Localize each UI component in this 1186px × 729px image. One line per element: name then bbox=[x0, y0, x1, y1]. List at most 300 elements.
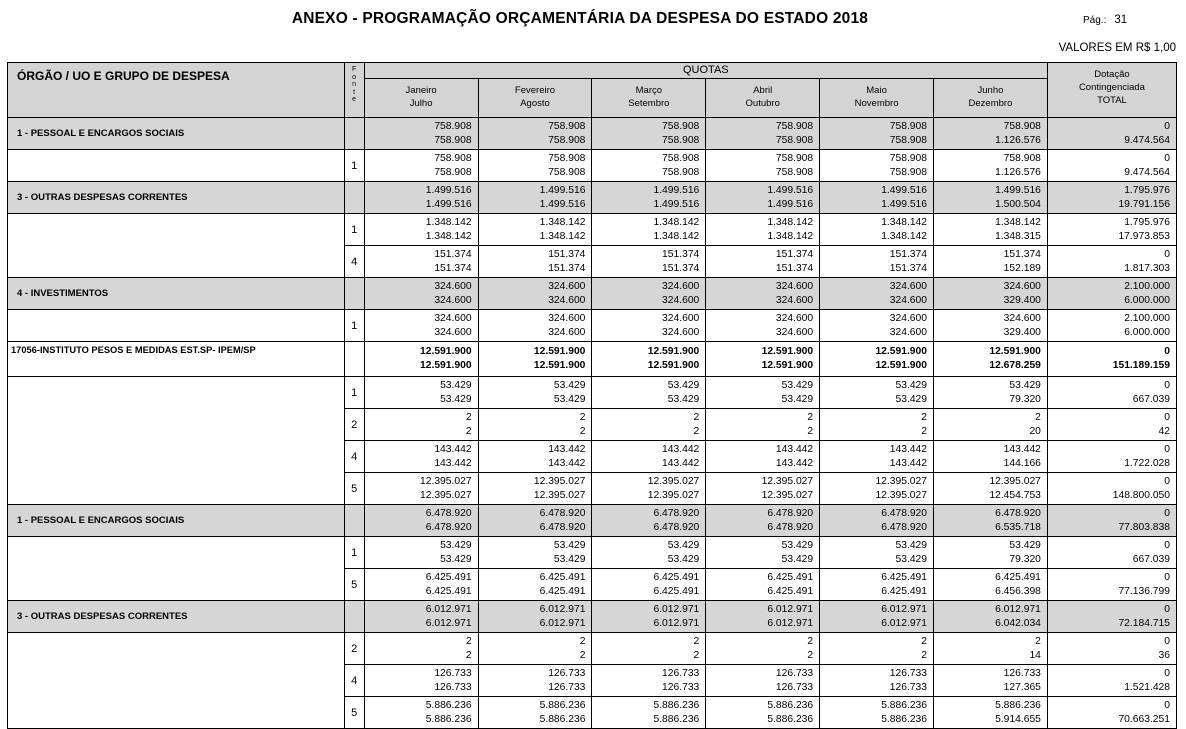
value-top: 2.100.000 bbox=[1124, 280, 1170, 292]
value-top: 758.908 bbox=[662, 120, 700, 132]
value-bottom: 70.663.251 bbox=[1118, 713, 1170, 725]
value-bottom: 19.791.156 bbox=[1118, 198, 1170, 210]
value-bottom: 6.478.920 bbox=[539, 521, 586, 533]
quota-cell bbox=[934, 569, 1048, 601]
quota-cell bbox=[820, 697, 934, 729]
row-label bbox=[8, 246, 345, 278]
quota-cell bbox=[364, 665, 478, 697]
value-top: 758.908 bbox=[889, 120, 927, 132]
value-bottom: 53.429 bbox=[781, 553, 814, 565]
quota-cell bbox=[706, 342, 820, 377]
budget-table bbox=[7, 62, 1177, 729]
month-header: Maio Novembro bbox=[820, 79, 934, 118]
month-header: Março Setembro bbox=[592, 79, 706, 118]
value-top: 1.348.142 bbox=[539, 216, 586, 228]
value-top: 758.908 bbox=[1003, 120, 1041, 132]
quota-cell bbox=[364, 569, 478, 601]
quota-cell bbox=[706, 473, 820, 505]
value-top: 0 bbox=[1164, 539, 1170, 551]
value-top: 5.886.236 bbox=[995, 699, 1041, 711]
value-bottom: 12.591.900 bbox=[533, 360, 586, 371]
quota-cell bbox=[706, 537, 820, 569]
table-row bbox=[8, 310, 1177, 342]
value-top: 12.395.027 bbox=[647, 475, 700, 487]
value-bottom: 144.166 bbox=[1003, 457, 1041, 469]
table-row bbox=[8, 278, 1177, 310]
dotacao-cell bbox=[1047, 441, 1176, 473]
fonte-cell: 5 bbox=[344, 697, 364, 729]
fonte-header: F o n t e bbox=[344, 63, 364, 118]
value-top: 6.478.920 bbox=[767, 507, 814, 519]
row-label: 17056-INSTITUTO PESOS E MEDIDAS EST.SP- IPEM/SP bbox=[8, 342, 345, 377]
value-bottom: 12.395.027 bbox=[533, 489, 586, 501]
value-top: 151.374 bbox=[548, 248, 586, 260]
value-bottom: 12.591.900 bbox=[420, 360, 472, 371]
value-top: 126.733 bbox=[775, 667, 814, 679]
value-bottom: 12.591.900 bbox=[647, 360, 700, 371]
value-bottom: 1.817.303 bbox=[1124, 262, 1170, 274]
value-top: 53.429 bbox=[895, 539, 927, 551]
table-row bbox=[8, 409, 1177, 441]
quota-cell bbox=[592, 182, 706, 214]
quota-cell bbox=[364, 342, 478, 377]
value-top: 2 bbox=[465, 635, 472, 647]
value-bottom: 6.425.491 bbox=[425, 585, 472, 597]
value-top: 758.908 bbox=[889, 152, 927, 164]
fonte-cell: 5 bbox=[344, 473, 364, 505]
quota-cell bbox=[706, 569, 820, 601]
value-bottom: 53.429 bbox=[667, 393, 700, 405]
value-top: 53.429 bbox=[781, 539, 814, 551]
value-bottom: 12.395.027 bbox=[420, 489, 472, 501]
dotacao-cell bbox=[1047, 278, 1176, 310]
value-bottom: 127.365 bbox=[1003, 681, 1041, 693]
quota-cell bbox=[820, 377, 934, 409]
value-top: 6.478.920 bbox=[653, 507, 700, 519]
month-header: Abril Outubro bbox=[706, 79, 820, 118]
quota-cell bbox=[706, 505, 820, 537]
value-top: 126.733 bbox=[662, 667, 700, 679]
value-top: 143.442 bbox=[548, 443, 586, 455]
row-label bbox=[8, 441, 345, 473]
value-top: 0 bbox=[1164, 635, 1170, 647]
page-title: ANEXO - PROGRAMAÇÃO ORÇAMENTÁRIA DA DESPESA DO ESTADO 2018 bbox=[291, 10, 869, 27]
value-top: 126.733 bbox=[1003, 667, 1041, 679]
value-top: 2 bbox=[921, 635, 927, 647]
value-top: 151.374 bbox=[1003, 248, 1041, 260]
value-top: 758.908 bbox=[434, 120, 472, 132]
value-bottom: 6.456.398 bbox=[995, 585, 1041, 597]
value-bottom: 2 bbox=[921, 649, 927, 661]
value-bottom: 12.395.027 bbox=[647, 489, 700, 501]
value-bottom: 148.800.050 bbox=[1112, 489, 1170, 501]
page-indicator bbox=[1083, 14, 1127, 26]
fonte-cell bbox=[344, 278, 364, 310]
value-bottom: 2 bbox=[807, 425, 814, 437]
quota-cell bbox=[364, 537, 478, 569]
currency-note: VALORES EM R$ 1,00 bbox=[1058, 42, 1176, 54]
value-bottom: 1.348.142 bbox=[653, 230, 700, 242]
quotas-header: QUOTAS bbox=[364, 63, 1047, 79]
value-bottom: 2 bbox=[807, 649, 814, 661]
value-bottom: 151.189.159 bbox=[1112, 360, 1170, 371]
value-bottom: 126.733 bbox=[889, 681, 927, 693]
quota-cell bbox=[478, 569, 592, 601]
value-bottom: 324.600 bbox=[775, 326, 814, 338]
table-row bbox=[8, 633, 1177, 665]
row-label bbox=[8, 409, 345, 441]
row-label: 3 - OUTRAS DESPESAS CORRENTES bbox=[8, 601, 345, 633]
value-top: 0 bbox=[1164, 571, 1170, 583]
value-bottom: 6.478.920 bbox=[653, 521, 700, 533]
quota-cell bbox=[592, 633, 706, 665]
value-bottom: 12.591.900 bbox=[761, 360, 814, 371]
value-bottom: 126.733 bbox=[662, 681, 700, 693]
value-top: 758.908 bbox=[548, 152, 586, 164]
value-bottom: 5.886.236 bbox=[539, 713, 586, 725]
value-bottom: 324.600 bbox=[889, 294, 927, 306]
value-top: 324.600 bbox=[662, 312, 700, 324]
value-top: 6.012.971 bbox=[539, 603, 586, 615]
value-bottom: 143.442 bbox=[434, 457, 472, 469]
quota-cell bbox=[706, 601, 820, 633]
value-top: 53.429 bbox=[781, 379, 814, 391]
value-top: 12.591.900 bbox=[989, 346, 1041, 357]
value-top: 12.395.027 bbox=[533, 475, 586, 487]
quota-cell bbox=[934, 342, 1048, 377]
value-top: 5.886.236 bbox=[881, 699, 927, 711]
quota-cell bbox=[478, 246, 592, 278]
row-label bbox=[8, 633, 345, 665]
value-bottom: 758.908 bbox=[889, 134, 927, 146]
quota-cell bbox=[820, 537, 934, 569]
value-bottom: 2 bbox=[921, 425, 927, 437]
value-top: 324.600 bbox=[662, 280, 700, 292]
dotacao-cell bbox=[1047, 182, 1176, 214]
quota-cell bbox=[592, 441, 706, 473]
quota-cell bbox=[592, 278, 706, 310]
row-label bbox=[8, 697, 345, 729]
dotacao-cell bbox=[1047, 246, 1176, 278]
value-bottom: 667.039 bbox=[1132, 553, 1170, 565]
table-row bbox=[8, 537, 1177, 569]
value-bottom: 14 bbox=[1029, 649, 1041, 661]
quota-cell bbox=[820, 601, 934, 633]
value-bottom: 329.400 bbox=[1003, 326, 1041, 338]
quota-cell bbox=[820, 278, 934, 310]
dotacao-cell bbox=[1047, 537, 1176, 569]
value-top: 758.908 bbox=[775, 120, 814, 132]
value-top: 2 bbox=[579, 411, 586, 423]
quota-cell bbox=[934, 182, 1048, 214]
quota-cell bbox=[592, 150, 706, 182]
value-bottom: 5.886.236 bbox=[653, 713, 700, 725]
quota-cell bbox=[364, 505, 478, 537]
value-bottom: 758.908 bbox=[548, 166, 586, 178]
value-top: 6.012.971 bbox=[653, 603, 700, 615]
value-top: 5.886.236 bbox=[767, 699, 814, 711]
quota-cell bbox=[364, 601, 478, 633]
value-bottom: 6.478.920 bbox=[767, 521, 814, 533]
value-top: 2 bbox=[579, 635, 586, 647]
value-bottom: 758.908 bbox=[434, 134, 472, 146]
value-top: 12.395.027 bbox=[875, 475, 927, 487]
quota-cell bbox=[706, 697, 820, 729]
value-top: 53.429 bbox=[895, 379, 927, 391]
row-label bbox=[8, 214, 345, 246]
value-top: 0 bbox=[1164, 475, 1170, 487]
value-top: 126.733 bbox=[889, 667, 927, 679]
quota-cell bbox=[592, 377, 706, 409]
fonte-cell: 1 bbox=[344, 377, 364, 409]
value-top: 6.478.920 bbox=[995, 507, 1041, 519]
quota-cell bbox=[364, 409, 478, 441]
quota-cell bbox=[934, 601, 1048, 633]
value-top: 1.499.516 bbox=[767, 184, 814, 196]
value-bottom: 53.429 bbox=[895, 553, 927, 565]
value-bottom: 758.908 bbox=[434, 166, 472, 178]
quota-cell bbox=[706, 377, 820, 409]
dotacao-cell bbox=[1047, 697, 1176, 729]
value-bottom: 36 bbox=[1158, 649, 1170, 661]
value-top: 12.591.900 bbox=[647, 346, 700, 357]
value-top: 12.591.900 bbox=[875, 346, 927, 357]
row-label bbox=[8, 377, 345, 409]
value-top: 1.348.142 bbox=[881, 216, 927, 228]
value-bottom: 53.429 bbox=[667, 553, 700, 565]
value-bottom: 79.320 bbox=[1009, 393, 1041, 405]
value-top: 53.429 bbox=[1009, 379, 1041, 391]
value-top: 151.374 bbox=[775, 248, 814, 260]
table-row bbox=[8, 569, 1177, 601]
value-top: 6.012.971 bbox=[995, 603, 1041, 615]
month-header: Junho Dezembro bbox=[934, 79, 1048, 118]
quota-cell bbox=[820, 182, 934, 214]
value-bottom: 758.908 bbox=[662, 134, 700, 146]
table-row bbox=[8, 473, 1177, 505]
value-bottom: 2 bbox=[579, 425, 586, 437]
quota-cell bbox=[364, 214, 478, 246]
value-bottom: 151.374 bbox=[548, 262, 586, 274]
quota-cell bbox=[706, 150, 820, 182]
value-top: 12.395.027 bbox=[761, 475, 814, 487]
value-top: 12.395.027 bbox=[420, 475, 472, 487]
table-row bbox=[8, 182, 1177, 214]
value-bottom: 1.348.142 bbox=[767, 230, 814, 242]
value-bottom: 79.320 bbox=[1009, 553, 1041, 565]
value-top: 0 bbox=[1164, 411, 1170, 423]
quota-cell bbox=[478, 278, 592, 310]
quota-cell bbox=[706, 214, 820, 246]
table-row bbox=[8, 601, 1177, 633]
fonte-cell: 4 bbox=[344, 665, 364, 697]
quota-cell bbox=[478, 150, 592, 182]
quota-cell bbox=[934, 118, 1048, 150]
value-bottom: 6.012.971 bbox=[767, 617, 814, 629]
value-bottom: 324.600 bbox=[434, 294, 472, 306]
value-bottom: 53.429 bbox=[553, 553, 586, 565]
value-top: 324.600 bbox=[434, 280, 472, 292]
value-top: 53.429 bbox=[1009, 539, 1041, 551]
quota-cell bbox=[820, 569, 934, 601]
value-bottom: 143.442 bbox=[775, 457, 814, 469]
row-label bbox=[8, 665, 345, 697]
quota-cell bbox=[592, 505, 706, 537]
value-top: 1.499.516 bbox=[539, 184, 586, 196]
value-top: 758.908 bbox=[434, 152, 472, 164]
value-bottom: 143.442 bbox=[889, 457, 927, 469]
quota-cell bbox=[820, 505, 934, 537]
value-top: 5.886.236 bbox=[539, 699, 586, 711]
row-label bbox=[8, 537, 345, 569]
fonte-cell bbox=[344, 342, 364, 377]
page-number: 31 bbox=[1114, 14, 1128, 26]
row-label bbox=[8, 569, 345, 601]
value-top: 0 bbox=[1164, 152, 1170, 164]
table-row bbox=[8, 505, 1177, 537]
quota-cell bbox=[478, 409, 592, 441]
value-bottom: 143.442 bbox=[548, 457, 586, 469]
value-top: 2 bbox=[1035, 635, 1041, 647]
value-bottom: 72.184.715 bbox=[1118, 617, 1170, 629]
value-top: 12.591.900 bbox=[533, 346, 586, 357]
value-top: 0 bbox=[1164, 379, 1170, 391]
table-row bbox=[8, 150, 1177, 182]
value-top: 143.442 bbox=[434, 443, 472, 455]
quota-cell bbox=[934, 537, 1048, 569]
quota-cell bbox=[478, 342, 592, 377]
dotacao-cell bbox=[1047, 505, 1176, 537]
value-bottom: 151.374 bbox=[889, 262, 927, 274]
value-top: 5.886.236 bbox=[425, 699, 472, 711]
fonte-cell: 1 bbox=[344, 150, 364, 182]
value-top: 2 bbox=[693, 411, 700, 423]
value-top: 758.908 bbox=[775, 152, 814, 164]
quota-cell bbox=[820, 633, 934, 665]
quota-cell bbox=[934, 409, 1048, 441]
value-top: 324.600 bbox=[889, 280, 927, 292]
table-row bbox=[8, 214, 1177, 246]
value-bottom: 1.500.504 bbox=[995, 198, 1041, 210]
quota-cell bbox=[592, 569, 706, 601]
quota-cell bbox=[364, 310, 478, 342]
value-top: 143.442 bbox=[1003, 443, 1041, 455]
dotacao-cell bbox=[1047, 214, 1176, 246]
value-top: 151.374 bbox=[434, 248, 472, 260]
quota-cell bbox=[934, 214, 1048, 246]
value-top: 0 bbox=[1164, 248, 1170, 260]
value-top: 151.374 bbox=[662, 248, 700, 260]
fonte-cell: 2 bbox=[344, 409, 364, 441]
value-bottom: 6.042.034 bbox=[995, 617, 1041, 629]
value-bottom: 6.425.491 bbox=[881, 585, 927, 597]
value-bottom: 151.374 bbox=[775, 262, 814, 274]
quota-cell bbox=[820, 214, 934, 246]
value-bottom: 1.499.516 bbox=[539, 198, 586, 210]
value-bottom: 324.600 bbox=[662, 326, 700, 338]
value-top: 143.442 bbox=[662, 443, 700, 455]
value-top: 2.100.000 bbox=[1124, 312, 1170, 324]
value-bottom: 77.803.838 bbox=[1118, 521, 1170, 533]
quota-cell bbox=[592, 665, 706, 697]
quota-cell bbox=[592, 342, 706, 377]
value-bottom: 1.499.516 bbox=[881, 198, 927, 210]
quota-cell bbox=[706, 633, 820, 665]
fonte-cell bbox=[344, 118, 364, 150]
value-bottom: 6.012.971 bbox=[653, 617, 700, 629]
dotacao-cell bbox=[1047, 601, 1176, 633]
quota-cell bbox=[820, 473, 934, 505]
value-top: 151.374 bbox=[889, 248, 927, 260]
value-bottom: 324.600 bbox=[548, 326, 586, 338]
quota-cell bbox=[478, 441, 592, 473]
quota-cell bbox=[478, 182, 592, 214]
value-top: 53.429 bbox=[553, 539, 586, 551]
value-top: 2 bbox=[807, 411, 814, 423]
value-top: 6.478.920 bbox=[881, 507, 927, 519]
value-bottom: 6.012.971 bbox=[539, 617, 586, 629]
value-bottom: 1.722.028 bbox=[1124, 457, 1170, 469]
value-top: 324.600 bbox=[1003, 280, 1041, 292]
table-row bbox=[8, 246, 1177, 278]
quota-cell bbox=[478, 697, 592, 729]
value-bottom: 20 bbox=[1029, 425, 1041, 437]
value-top: 758.908 bbox=[662, 152, 700, 164]
value-bottom: 126.733 bbox=[434, 681, 472, 693]
quota-cell bbox=[364, 118, 478, 150]
quota-cell bbox=[592, 310, 706, 342]
row-label: 4 - INVESTIMENTOS bbox=[8, 278, 345, 310]
value-bottom: 6.478.920 bbox=[425, 521, 472, 533]
value-top: 324.600 bbox=[1003, 312, 1041, 324]
quota-cell bbox=[820, 246, 934, 278]
value-top: 758.908 bbox=[1003, 152, 1041, 164]
quota-cell bbox=[478, 537, 592, 569]
value-bottom: 324.600 bbox=[889, 326, 927, 338]
value-bottom: 53.429 bbox=[440, 553, 472, 565]
quota-cell bbox=[934, 633, 1048, 665]
fonte-cell: 2 bbox=[344, 633, 364, 665]
quota-cell bbox=[364, 182, 478, 214]
quota-cell bbox=[820, 150, 934, 182]
value-bottom: 6.000.000 bbox=[1124, 294, 1170, 306]
quota-cell bbox=[706, 409, 820, 441]
value-top: 53.429 bbox=[440, 379, 472, 391]
value-bottom: 151.374 bbox=[434, 262, 472, 274]
quota-cell bbox=[934, 441, 1048, 473]
fonte-cell: 5 bbox=[344, 569, 364, 601]
quota-cell bbox=[706, 246, 820, 278]
value-top: 2 bbox=[921, 411, 927, 423]
value-top: 53.429 bbox=[667, 539, 700, 551]
value-bottom: 2 bbox=[579, 649, 586, 661]
value-top: 6.425.491 bbox=[653, 571, 700, 583]
value-bottom: 758.908 bbox=[548, 134, 586, 146]
value-bottom: 2 bbox=[465, 425, 472, 437]
value-top: 324.600 bbox=[889, 312, 927, 324]
value-bottom: 2 bbox=[693, 649, 700, 661]
value-top: 6.425.491 bbox=[995, 571, 1041, 583]
value-top: 53.429 bbox=[553, 379, 586, 391]
dotacao-cell bbox=[1047, 409, 1176, 441]
value-bottom: 324.600 bbox=[775, 294, 814, 306]
value-top: 0 bbox=[1164, 507, 1170, 519]
value-top: 1.348.142 bbox=[767, 216, 814, 228]
dotacao-cell bbox=[1047, 342, 1176, 377]
value-bottom: 1.348.142 bbox=[881, 230, 927, 242]
quota-cell bbox=[820, 409, 934, 441]
value-bottom: 12.395.027 bbox=[875, 489, 927, 501]
